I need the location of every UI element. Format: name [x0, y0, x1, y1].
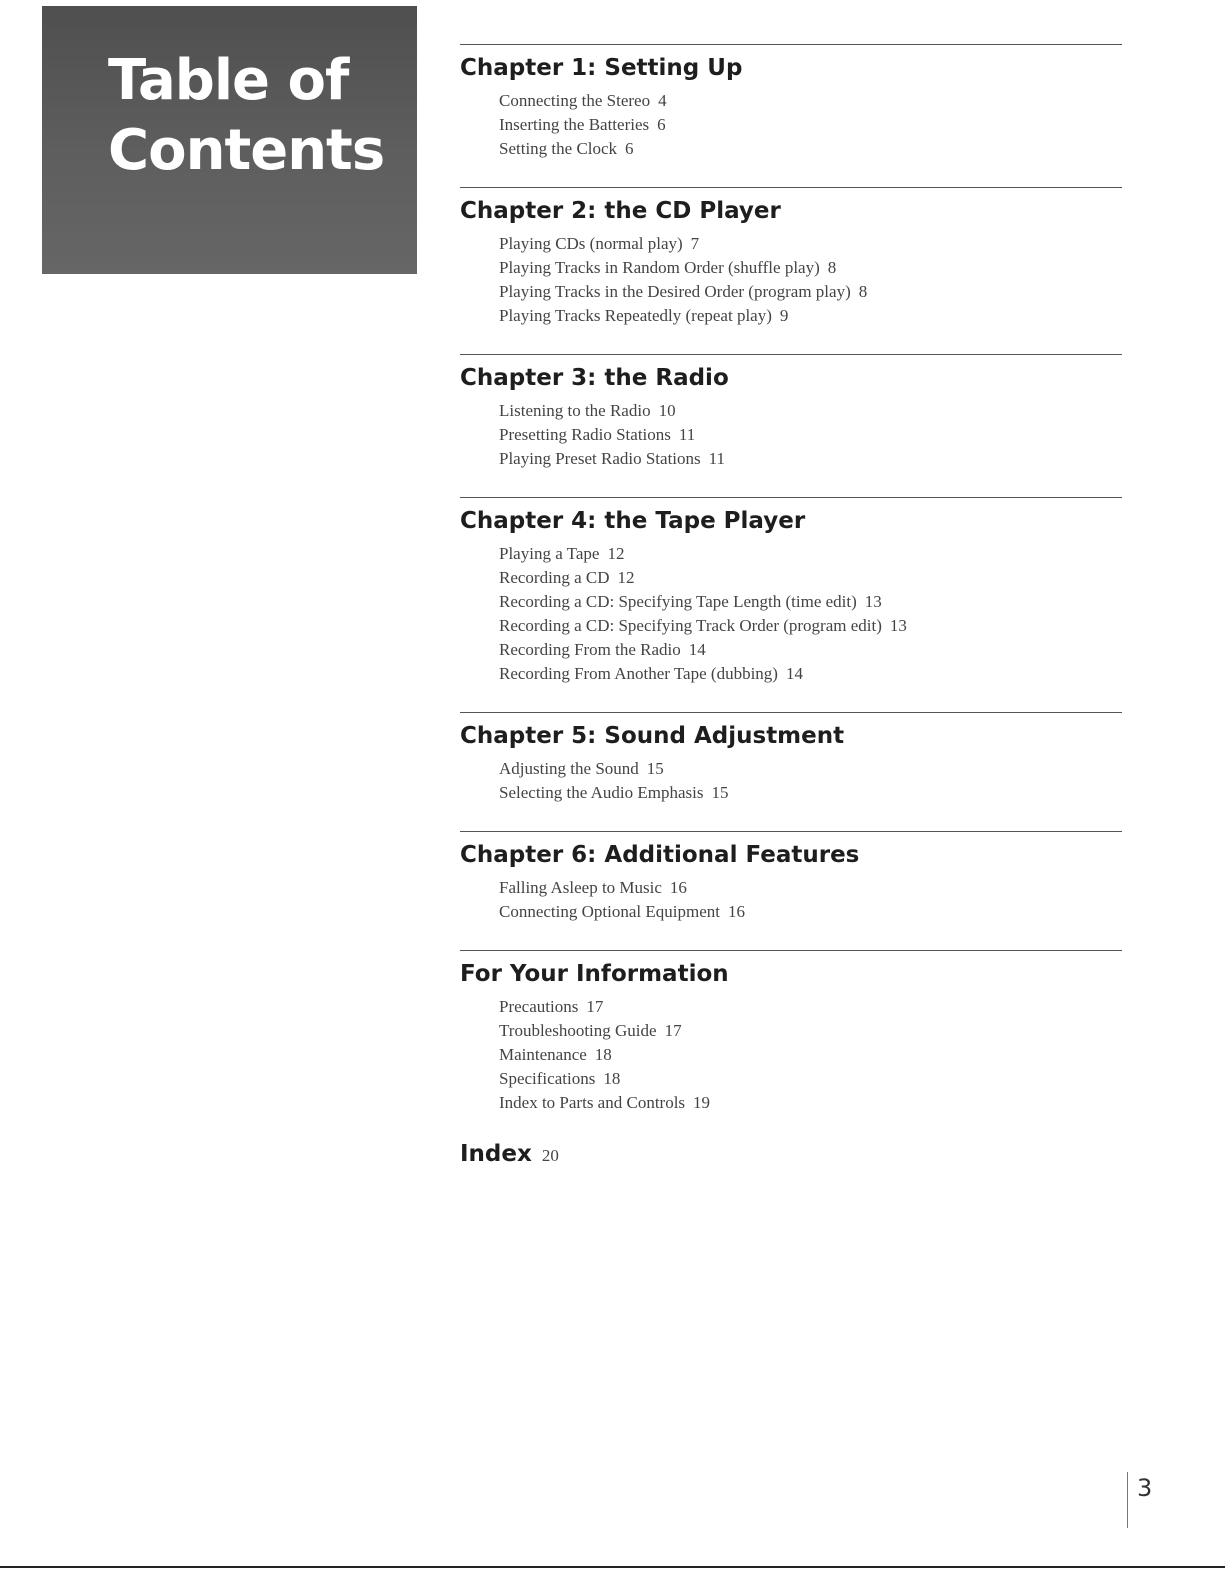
- entry-title: Recording a CD: Specifying Track Order (program edit): [499, 616, 882, 635]
- toc-entry: [499, 399, 1122, 423]
- entry-title: Index to Parts and Controls: [499, 1093, 686, 1112]
- index-title: Index: [460, 1141, 532, 1167]
- entry-page-number: 17: [664, 1021, 682, 1040]
- page-number-divider: [1127, 1472, 1128, 1528]
- toc-entry: [499, 423, 1122, 447]
- entry-page-number: 8: [858, 282, 868, 301]
- entry-title: Connecting the Stereo: [499, 91, 651, 110]
- table-of-contents: [460, 44, 1122, 1167]
- entry-page-number: 19: [693, 1093, 711, 1112]
- entry-title: Falling Asleep to Music: [499, 878, 662, 897]
- entry-page-number: 9: [779, 306, 789, 325]
- toc-entry: [499, 638, 1122, 662]
- entry-title: Maintenance: [499, 1045, 587, 1064]
- entry-title: Specifications: [499, 1069, 596, 1088]
- chapter-section: [460, 950, 1122, 1115]
- chapter-title: Chapter 5: Sound Adjustment: [460, 723, 845, 749]
- toc-entry: [499, 89, 1122, 113]
- entry-page-number: 12: [607, 544, 625, 563]
- chapter-title: Chapter 1: Setting Up: [460, 55, 743, 81]
- chapter-section: [460, 831, 1122, 924]
- chapter-section: [460, 497, 1122, 686]
- entry-title: Playing CDs (normal play): [499, 234, 683, 253]
- chapter-section: [460, 187, 1122, 328]
- entry-title: Setting the Clock: [499, 139, 618, 158]
- entry-page-number: 13: [889, 616, 907, 635]
- entry-title: Playing Tracks Repeatedly (repeat play): [499, 306, 772, 325]
- entry-title: Playing Preset Radio Stations: [499, 449, 701, 468]
- chapter-section: [460, 354, 1122, 471]
- entry-page-number: 18: [603, 1069, 621, 1088]
- toc-entry: [499, 232, 1122, 256]
- entry-page-number: 14: [688, 640, 706, 659]
- index-entry: [460, 1141, 1122, 1167]
- toc-entry: [499, 1043, 1122, 1067]
- entry-page-number: 6: [657, 115, 666, 134]
- title-line: Table of: [108, 48, 349, 113]
- entry-page-number: 4: [658, 91, 667, 110]
- toc-entry: [499, 447, 1122, 471]
- page-bottom-edge: [0, 1566, 1225, 1568]
- toc-entry: [499, 995, 1122, 1019]
- entry-title: Connecting Optional Equipment: [499, 902, 720, 921]
- toc-entry: [499, 876, 1122, 900]
- entry-page-number: 6: [625, 139, 634, 158]
- entry-title: Inserting the Batteries: [499, 115, 650, 134]
- entry-page-number: 16: [727, 902, 745, 921]
- chapter-title: For Your Information: [460, 961, 729, 987]
- toc-entry: [499, 757, 1122, 781]
- entry-title: Playing Tracks in Random Order (shuffle play): [499, 258, 820, 277]
- toc-entry: [499, 542, 1122, 566]
- entry-page-number: 14: [785, 664, 803, 683]
- chapter-title: Chapter 6: Additional Features: [460, 842, 860, 868]
- entry-title: Selecting the Audio Emphasis: [499, 783, 704, 802]
- chapter-section: [460, 44, 1122, 161]
- toc-entry: [499, 1091, 1122, 1115]
- page-number: 3: [1137, 1474, 1153, 1502]
- toc-entry: [499, 280, 1122, 304]
- entry-title: Precautions: [499, 997, 579, 1016]
- toc-entry: [499, 137, 1122, 161]
- toc-entry: [499, 590, 1122, 614]
- entry-title: Playing Tracks in the Desired Order (program play): [499, 282, 851, 301]
- toc-entry: [499, 566, 1122, 590]
- entry-title: Playing a Tape: [499, 544, 600, 563]
- toc-entry: [499, 900, 1122, 924]
- entry-title: Troubleshooting Guide: [499, 1021, 657, 1040]
- toc-entry: [499, 256, 1122, 280]
- entry-title: Recording From Another Tape (dubbing): [499, 664, 778, 683]
- toc-entry: [499, 614, 1122, 638]
- toc-entry: [499, 113, 1122, 137]
- entry-page-number: 11: [678, 425, 696, 444]
- chapter-title: Chapter 2: the CD Player: [460, 198, 781, 224]
- entry-page-number: 13: [864, 592, 882, 611]
- toc-entry: [499, 1019, 1122, 1043]
- entry-page-number: 8: [827, 258, 837, 277]
- entry-page-number: 7: [690, 234, 700, 253]
- toc-entry: [499, 304, 1122, 328]
- entry-title: Recording a CD: [499, 568, 610, 587]
- entry-page-number: 18: [594, 1045, 612, 1064]
- entry-page-number: 15: [711, 783, 729, 802]
- toc-entry: [499, 662, 1122, 686]
- entry-page-number: 16: [669, 878, 687, 897]
- toc-entry: [499, 781, 1122, 805]
- entry-title: Presetting Radio Stations: [499, 425, 671, 444]
- chapter-title: Chapter 4: the Tape Player: [460, 508, 806, 534]
- chapter-list: [460, 44, 1122, 1115]
- entry-title: Recording a CD: Specifying Tape Length (time edit): [499, 592, 857, 611]
- entry-title: Adjusting the Sound: [499, 759, 639, 778]
- entry-page-number: 17: [586, 997, 604, 1016]
- index-page-number: 20: [541, 1146, 559, 1165]
- title-line: Contents: [108, 118, 385, 183]
- entry-title: Recording From the Radio: [499, 640, 681, 659]
- entry-page-number: 12: [617, 568, 635, 587]
- entry-page-number: 11: [708, 449, 726, 468]
- toc-entry: [499, 1067, 1122, 1091]
- chapter-section: [460, 712, 1122, 805]
- entry-page-number: 10: [658, 401, 676, 420]
- entry-page-number: 15: [646, 759, 664, 778]
- title-box: [42, 6, 417, 274]
- chapter-title: Chapter 3: the Radio: [460, 365, 729, 391]
- entry-title: Listening to the Radio: [499, 401, 651, 420]
